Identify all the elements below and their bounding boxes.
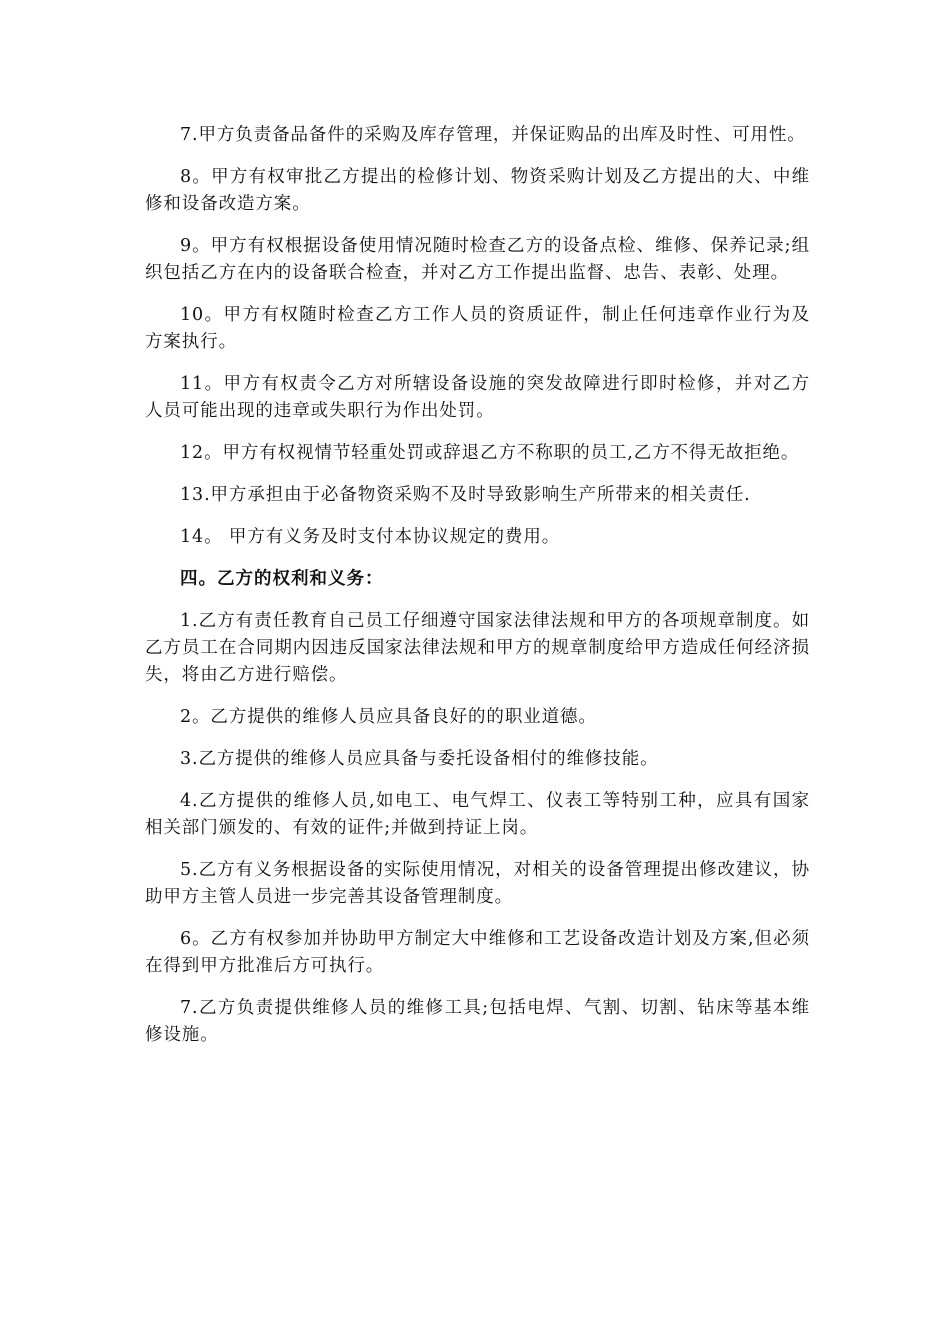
clause-a8: 8。甲方有权审批乙方提出的检修计划、物资采购计划及乙方提出的大、中维修和设备改造方案。 — [145, 167, 810, 214]
clause-a13: 13.甲方承担由于必备物资采购不及时导致影响生产所带来的相关责任. — [180, 485, 751, 505]
clause-a10: 10。甲方有权随时检查乙方工作人员的资质证件，制止任何违章作业行为及方案执行。 — [145, 305, 810, 352]
clause-b1: 1.乙方有责任教育自己员工仔细遵守国家法律法规和甲方的各项规章制度。如乙方员工在合同期内因违反国家法律法规和甲方的规章制度给甲方造成任何经济损失，将由乙方进行赔偿。 — [145, 611, 810, 685]
clause-b2: 2。乙方提供的维修人员应具备良好的的职业道德。 — [180, 707, 597, 727]
clause-b7: 7.乙方负责提供维修人员的维修工具;包括电焊、气割、切割、钻床等基本维修设施。 — [145, 998, 810, 1045]
clause-b6: 6。乙方有权参加并协助甲方制定大中维修和工艺设备改造计划及方案,但必须在得到甲方批准后方可执行。 — [145, 929, 810, 976]
document-body — [145, 122, 810, 1064]
clause-b4: 4.乙方提供的维修人员,如电工、电气焊工、仪表工等特别工种，应具有国家相关部门颁发的、有效的证件;并做到持证上岗。 — [145, 791, 810, 838]
clause-a11: 11。甲方有权责令乙方对所辖设备设施的突发故障进行即时检修，并对乙方人员可能出现的违章或失职行为作出处罚。 — [145, 374, 810, 421]
clause-a12: 12。甲方有权视情节轻重处罚或辞退乙方不称职的员工,乙方不得无故拒绝。 — [180, 443, 800, 463]
clause-b3: 3.乙方提供的维修人员应具备与委托设备相付的维修技能。 — [180, 749, 659, 769]
clause-b5: 5.乙方有义务根据设备的实际使用情况，对相关的设备管理提出修改建议，协助甲方主管人员进一步完善其设备管理制度。 — [145, 860, 810, 907]
clause-a7: 7.甲方负责备品备件的采购及库存管理，并保证购品的出库及时性、可用性。 — [180, 125, 806, 145]
section-heading: 四。乙方的权利和义务： — [180, 569, 384, 589]
clause-a9: 9。甲方有权根据设备使用情况随时检查乙方的设备点检、维修、保养记录;组织包括乙方在内的设备联合检查，并对乙方工作提出监督、忠告、表彰、处理。 — [145, 236, 810, 283]
clause-a14: 14。 甲方有义务及时支付本协议规定的费用。 — [180, 527, 561, 547]
